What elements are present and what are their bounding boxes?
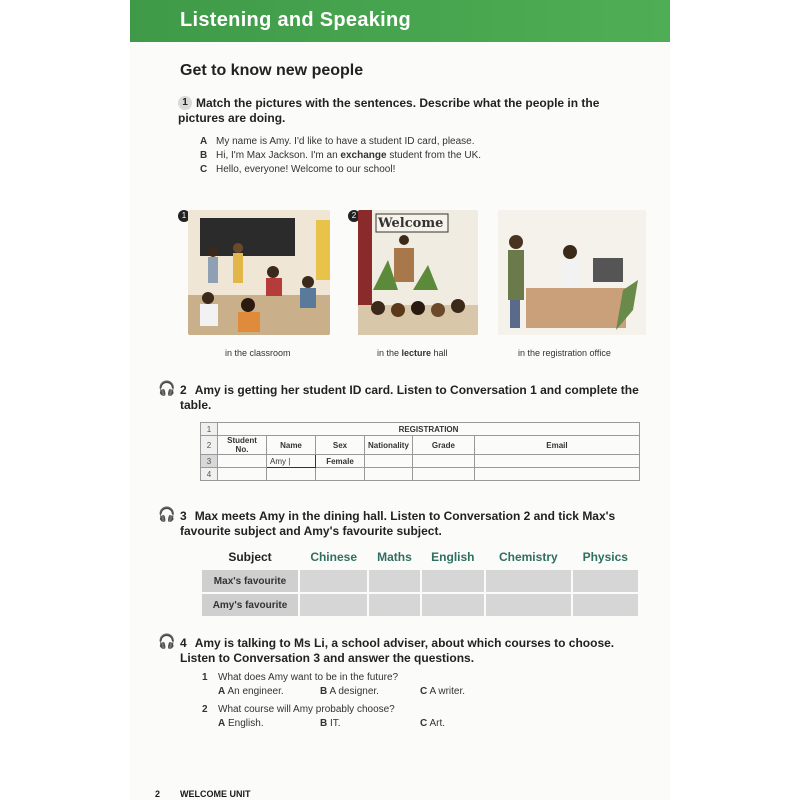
table-cell[interactable] (316, 468, 365, 481)
headphones-icon: 🎧 (158, 380, 176, 396)
classroom-illustration (188, 210, 330, 335)
option-text: student from the UK. (386, 150, 482, 161)
option-bold-word: exchange (340, 150, 387, 161)
section-title: Get to know new people (180, 62, 364, 79)
tick-cell[interactable] (421, 569, 486, 593)
page-number: 2 (155, 789, 161, 799)
answer-text: English. (228, 718, 264, 729)
headphones-icon: 🎧 (158, 506, 176, 522)
answer-1c (420, 686, 465, 697)
row-label: Amy's favourite (201, 593, 299, 617)
nationality-cell[interactable] (365, 455, 413, 468)
answer-text: Art. (429, 718, 446, 729)
tick-cell[interactable] (368, 593, 420, 617)
picture-2-caption (377, 348, 448, 358)
caption-text: in the registration office (518, 348, 611, 358)
subject-header: Physics (582, 550, 628, 564)
answer-letter: B (320, 686, 328, 697)
task-3-text: Max meets Amy in the dining hall. Listen to Conversation 2 and tick Max's favourite subject and Amy's favourite subject. (180, 509, 616, 538)
email-cell[interactable] (474, 455, 639, 468)
task-4-text: Amy is talking to Ms Li, a school adviser, about which courses to choose. Listen to Conversation 3 and answer the questions. (180, 636, 615, 665)
textbook-page (130, 0, 670, 800)
answer-letter: C (420, 718, 428, 729)
option-c (200, 164, 395, 175)
answer-text: IT. (330, 718, 341, 729)
option-letter: A (200, 136, 208, 147)
table-cell[interactable] (412, 468, 474, 481)
section-banner (130, 0, 670, 42)
tick-cell[interactable] (485, 593, 571, 617)
task-4-instruction (180, 636, 650, 666)
picture-1-number: 1 (178, 210, 190, 222)
question-text: What course will Amy probably choose? (218, 704, 395, 715)
task-1-instruction (178, 96, 618, 126)
option-a (200, 136, 475, 147)
subject-table (200, 546, 640, 618)
tick-cell[interactable] (421, 593, 486, 617)
option-text: Hello, everyone! Welcome to our school! (216, 164, 396, 175)
task-number: 2 (180, 383, 187, 397)
answer-text: An engineer. (227, 686, 284, 697)
tick-cell[interactable] (572, 593, 639, 617)
row-number: 2 (201, 436, 218, 455)
question-number: 1 (202, 672, 208, 683)
answer-text: A designer. (329, 686, 379, 697)
table-cell[interactable] (365, 468, 413, 481)
subject-header: Chinese (310, 550, 357, 564)
welcome-sign: Welcome (378, 216, 444, 231)
task-number: 1 (178, 96, 192, 110)
picture-1-caption (225, 348, 291, 358)
unit-label: WELCOME UNIT (180, 789, 251, 799)
answer-2b (320, 718, 341, 729)
caption-text: in the (377, 348, 402, 358)
task-number: 3 (180, 509, 187, 523)
answer-2a (218, 718, 264, 729)
task-2-text: Amy is getting her student ID card. Listen to Conversation 1 and complete the table. (180, 383, 639, 412)
headphones-icon: 🎧 (158, 633, 176, 649)
answer-letter: A (218, 686, 226, 697)
column-header: Email (474, 436, 639, 455)
answer-letter: B (320, 718, 328, 729)
column-header: Name (267, 436, 316, 455)
picture-2-number: 2 (348, 210, 360, 222)
option-text: Hi, I'm Max Jackson. I'm an (216, 150, 341, 161)
banner-title: Listening and Speaking (180, 9, 412, 31)
question-2 (202, 704, 395, 715)
grade-cell[interactable] (412, 455, 474, 468)
answer-2c (420, 718, 445, 729)
option-b (200, 150, 481, 161)
registration-table (200, 422, 640, 481)
caption-bold-word: lecture (401, 348, 432, 358)
table-cell[interactable] (474, 468, 639, 481)
row-number: 1 (201, 423, 218, 436)
tick-cell[interactable] (572, 569, 639, 593)
subject-header: Subject (228, 550, 272, 564)
answer-1a (218, 686, 284, 697)
option-letter: B (200, 150, 208, 161)
task-3-instruction (180, 509, 650, 539)
caption-text: in the classroom (225, 348, 291, 358)
sex-cell[interactable]: Female (316, 455, 365, 468)
row-label: Max's favourite (201, 569, 299, 593)
subject-header: English (431, 550, 475, 564)
column-header: Sex (316, 436, 365, 455)
table-cell[interactable] (267, 468, 316, 481)
column-header: Student No. (218, 436, 267, 455)
caption-text: hall (431, 348, 448, 358)
name-cell[interactable]: Amy | (267, 455, 316, 468)
subject-header: Maths (377, 550, 412, 564)
question-number: 2 (202, 704, 208, 715)
answer-letter: A (218, 718, 226, 729)
row-number: 4 (201, 468, 218, 481)
option-letter: C (200, 164, 208, 175)
task-number: 4 (180, 636, 187, 650)
option-text: My name is Amy. I'd like to have a student ID card, please. (216, 136, 475, 147)
question-1 (202, 672, 398, 683)
task-1-text: Match the pictures with the sentences. Describe what the people in the pictures are doing. (178, 96, 600, 125)
answer-text: A writer. (429, 686, 466, 697)
registration-title: REGISTRATION (218, 423, 640, 436)
tick-cell[interactable] (299, 593, 368, 617)
registration-office-illustration (498, 210, 646, 335)
student-no-cell[interactable] (218, 455, 267, 468)
tick-cell[interactable] (485, 569, 571, 593)
column-header: Nationality (365, 436, 413, 455)
picture-3-caption (518, 348, 611, 358)
question-text: What does Amy want to be in the future? (218, 672, 399, 683)
row-number: 3 (201, 455, 218, 468)
subject-header: Chemistry (498, 550, 558, 564)
table-cell[interactable] (218, 468, 267, 481)
answer-letter: C (420, 686, 428, 697)
tick-cell[interactable] (368, 569, 420, 593)
column-header: Grade (412, 436, 474, 455)
task-2-instruction (180, 383, 650, 413)
answer-1b (320, 686, 379, 697)
tick-cell[interactable] (299, 569, 368, 593)
